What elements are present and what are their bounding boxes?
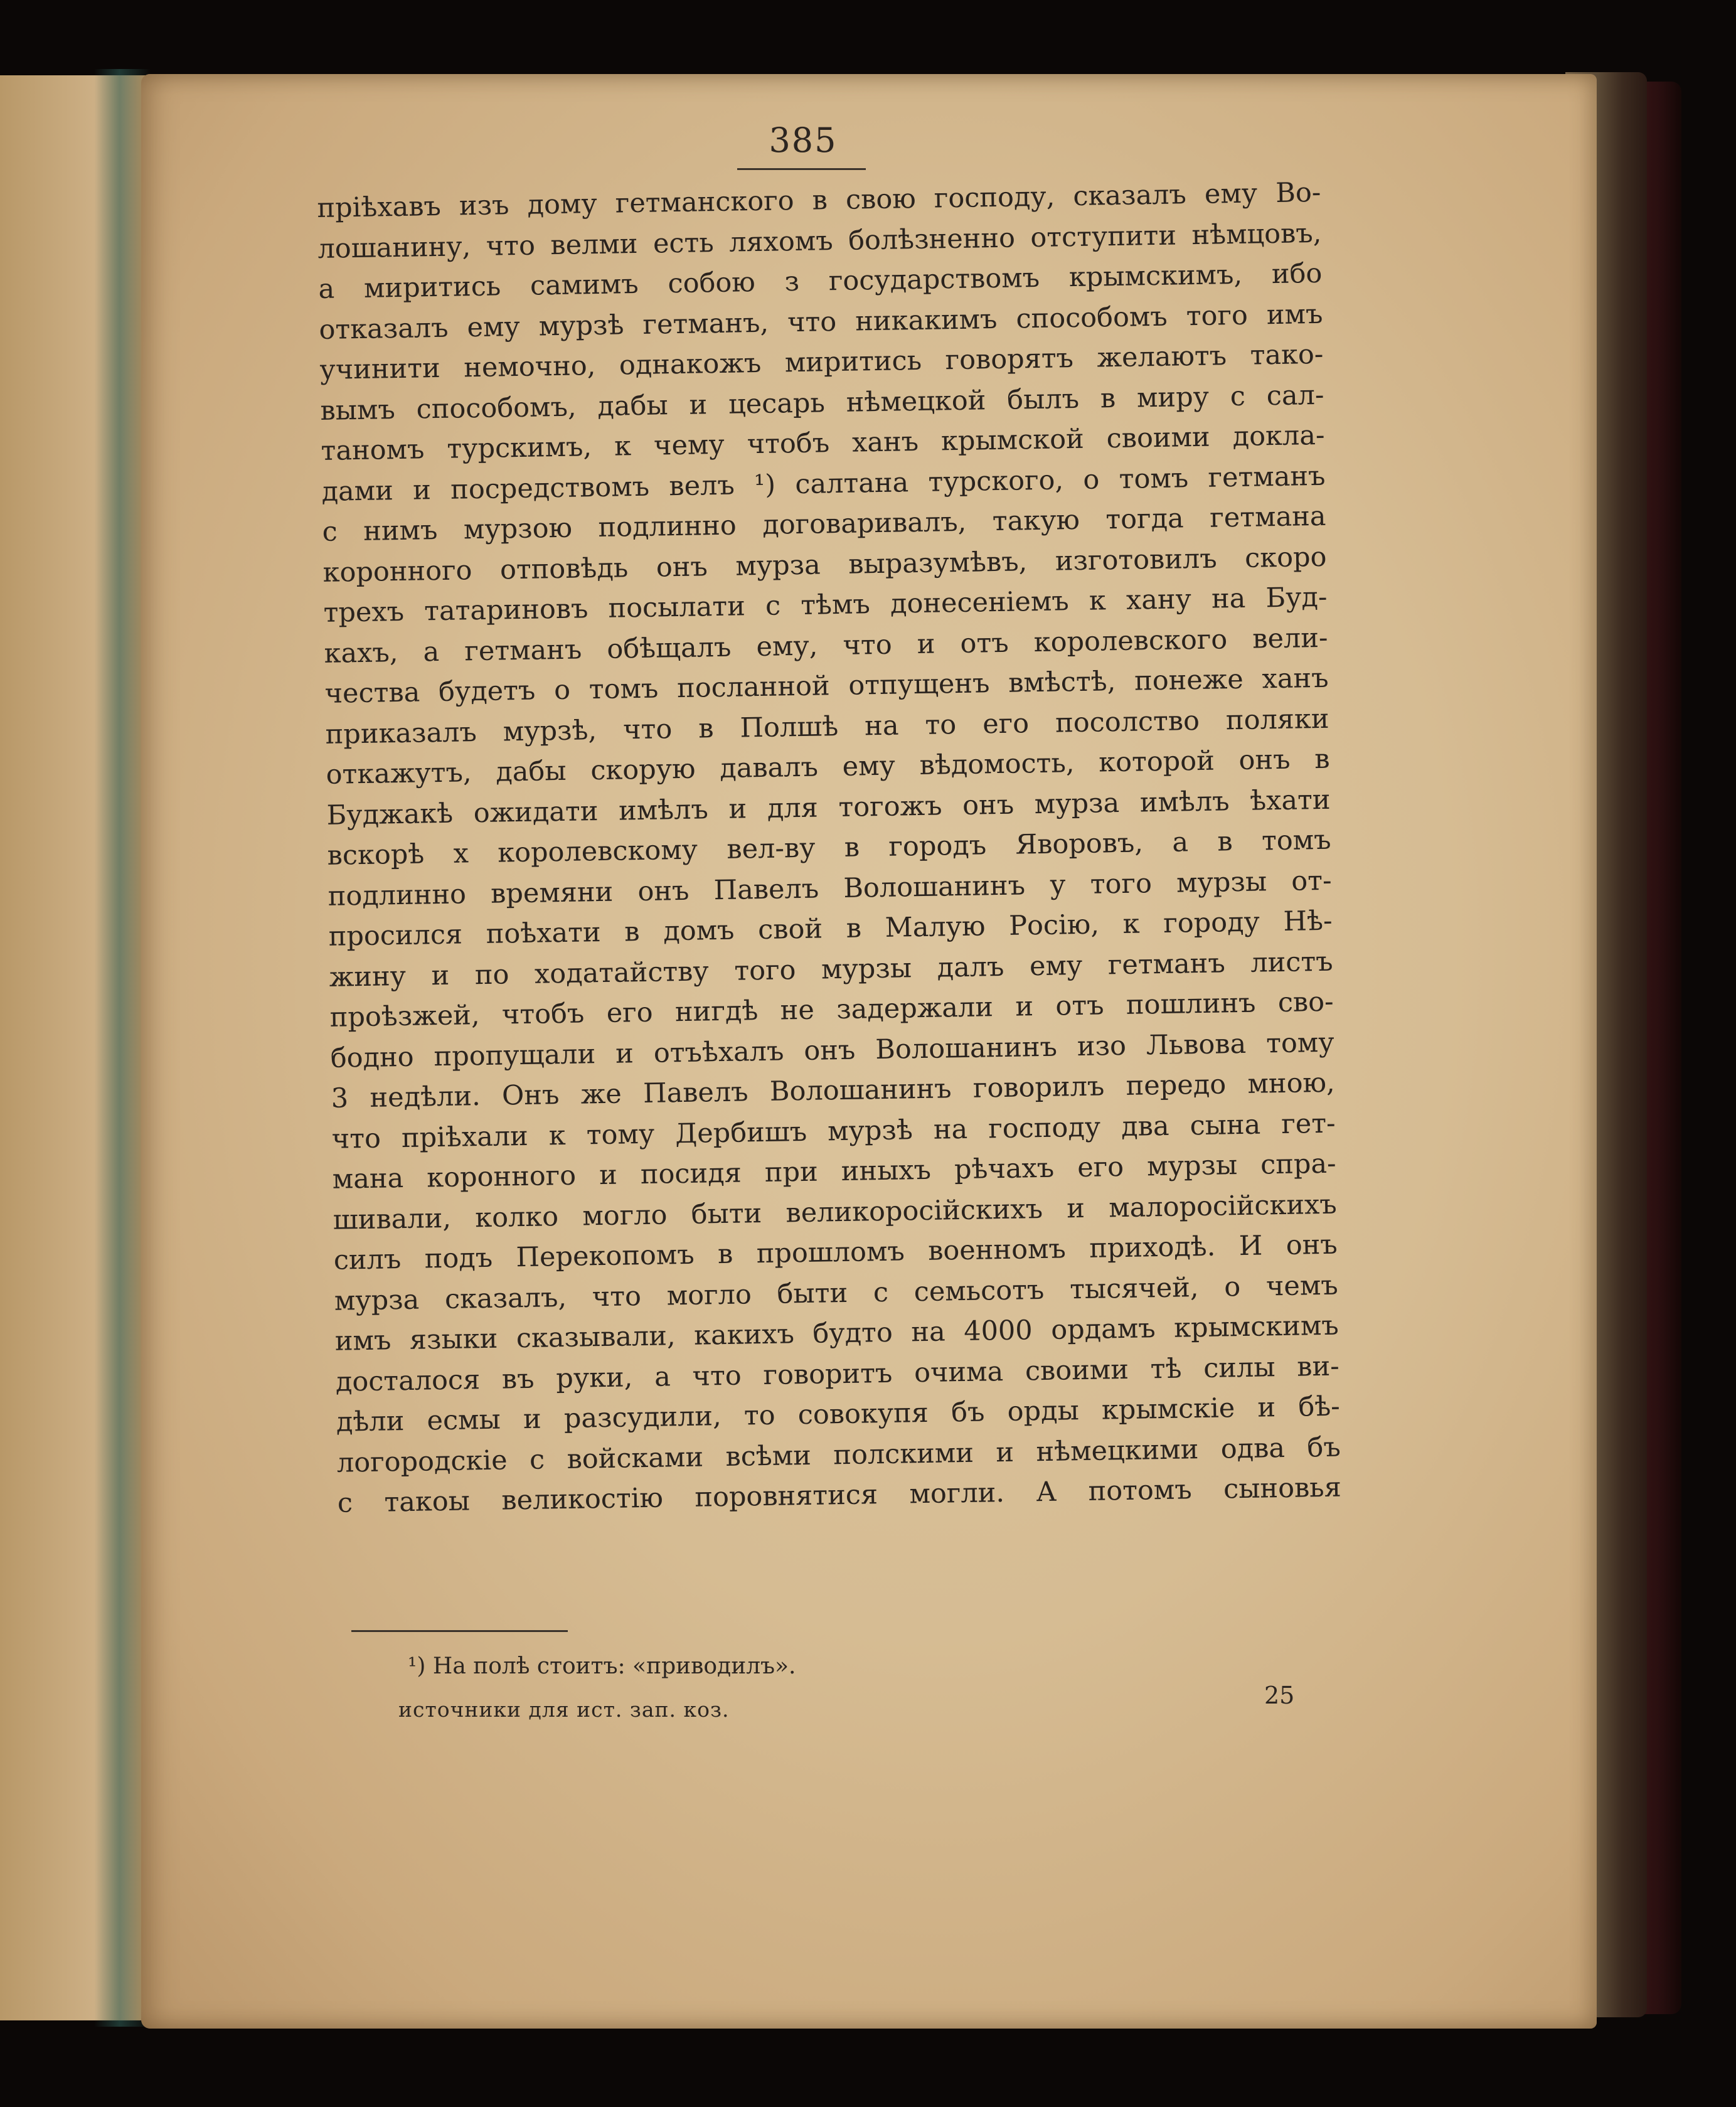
text-line: коронного отповѣдь онъ мурза выразумѣвъ, изготовилъ скоро [322, 541, 1327, 589]
header-rule [737, 168, 866, 170]
text-line: прiѣхавъ изъ дому гетманского в свою господу, сказалъ ему Во- [317, 176, 1321, 224]
text-line: проѣзжей, чтобъ его нигдѣ не задержали и отъ пошлинъ сво- [329, 986, 1334, 1033]
footnote: ¹) На полѣ стоитъ: «приводилъ». [408, 1653, 796, 1679]
text-line: просился поѣхати в домъ свой в Малую Росiю, к городу Нѣ- [328, 905, 1333, 952]
text-line: откажутъ, дабы скорую давалъ ему вѣдомость, которой онъ в [326, 743, 1330, 791]
page-number: 385 [769, 120, 838, 160]
text-line: отказалъ ему мурзѣ гетманъ, что никакимъ способомъ того имъ [319, 298, 1323, 346]
text-line: мана коронного и посидя при иныхъ рѣчахъ его мурзы спра- [332, 1148, 1337, 1195]
text-line: чества будетъ о томъ посланной отпущенъ вмѣстѣ, понеже ханъ [324, 662, 1329, 710]
sheet-signature: источники для ист. зап. коз. [398, 1697, 730, 1722]
text-line: жину и по ходатайству того мурзы далъ ему гетманъ листъ [329, 946, 1333, 993]
text-line: бодно пропущали и отъѣхалъ онъ Волошанинъ изо Львова тому [330, 1027, 1334, 1074]
body-text [317, 173, 1341, 1523]
text-line: а миритись самимъ собою з государствомъ крымскимъ, ибо [318, 257, 1323, 305]
text-line: дами и посредствомъ велъ ¹) салтана турского, о томъ гетманъ [321, 460, 1326, 508]
text-line: логородскiе с войсками всѣми полскими и нѣмецкими одва бъ [336, 1431, 1341, 1479]
text-line: приказалъ мурзѣ, что в Полшѣ на то его посолство поляки [325, 703, 1329, 750]
text-line: 3 недѣли. Онъ же Павелъ Волошанинъ говорилъ передо мною, [331, 1067, 1335, 1114]
text-line: трехъ татариновъ посылати с тѣмъ донесенiемъ к хану на Буд- [323, 581, 1328, 629]
text-line: подлинно времяни онъ Павелъ Волошанинъ у того мурзы от- [327, 865, 1332, 912]
text-line: таномъ турскимъ, к чему чтобъ ханъ крымской своими докла- [321, 419, 1325, 467]
text-line: досталося въ руки, а что говоритъ очима своими тѣ силы ви- [335, 1350, 1340, 1398]
text-line: вскорѣ х королевскому вел-ву в городъ Яворовъ, а в томъ [327, 824, 1331, 872]
text-line: лошанину, что велми есть ляхомъ болѣзненно отступити нѣмцовъ, [317, 217, 1322, 265]
footnote-rule [351, 1630, 568, 1632]
text-line: дѣли есмы и разсудили, то совокупя бъ орды крымскiе и бѣ- [336, 1390, 1341, 1438]
text-line: силъ подъ Перекопомъ в прошломъ военномъ приходѣ. И онъ [333, 1229, 1338, 1276]
text-line: учинити немочно, однакожъ миритись говорятъ желаютъ тако- [319, 338, 1324, 386]
text-line: что прiѣхали к тому Дербишъ мурзѣ на господу два сына гет- [331, 1107, 1336, 1155]
text-line: кахъ, а гетманъ обѣщалъ ему, что и отъ королевского вели- [324, 622, 1328, 669]
text-line: Буджакѣ ожидати имѣлъ и для тогожъ онъ мурза имѣлъ ѣхати [326, 784, 1331, 831]
text-line: с такоы великостiю поровнятися могли. А потомъ сыновья [337, 1471, 1342, 1519]
text-line: с нимъ мурзою подлинно договаривалъ, такую тогда гетмана [322, 500, 1326, 548]
sheet-number: 25 [1264, 1682, 1295, 1709]
text-line: мурза сказалъ, что могло быти с семьсотъ тысячей, о чемъ [334, 1269, 1339, 1317]
text-line: имъ языки сказывали, какихъ будто на 4000 ордамъ крымскимъ [334, 1310, 1339, 1357]
text-line: шивали, колко могло быти великоросiйскихъ и малоросiйскихъ [333, 1188, 1338, 1236]
text-line: вымъ способомъ, дабы и цесарь нѣмецкой былъ в миру с сал- [320, 379, 1324, 427]
